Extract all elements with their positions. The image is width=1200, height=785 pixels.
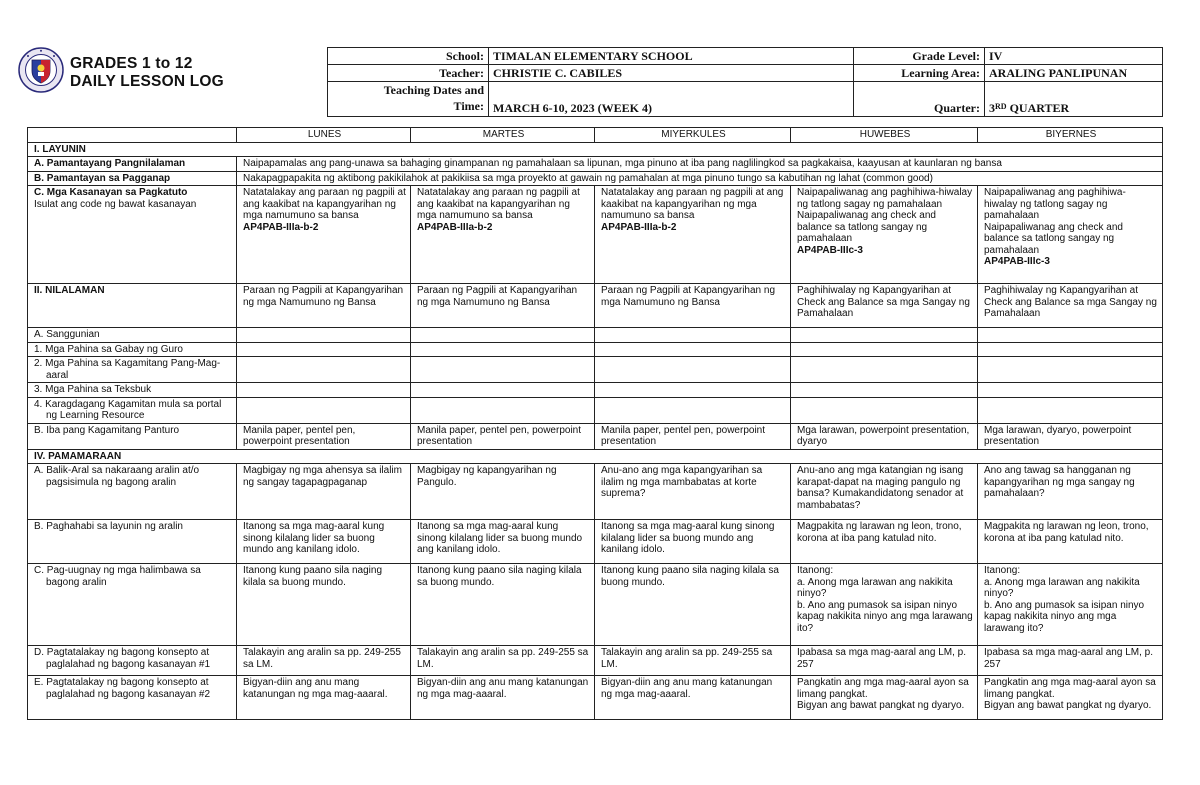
dyaryo-instruction: Bigyan ang bawat pangkat ng dyaryo. — [984, 700, 1152, 711]
empty-cell — [791, 397, 978, 423]
kasanayan-cell-martes — [411, 186, 595, 284]
empty-cell — [595, 357, 791, 383]
kasanayan-text: Natatalakay ang paraan ng pagpili at ang kaakibat na kapangyarihan ng mga namumuno sa bansa — [417, 187, 580, 221]
kasanayan-label: C. Mga Kasanayan sa Pagkatuto — [34, 187, 188, 198]
kagamitan-cell-biyernes: Mga larawan, dyaryo, powerpoint presentation — [978, 423, 1163, 449]
paghahabi-cell-martes: Itanong sa mga mag-aaral kung sinong kilalang lider sa buong mundo ang kanilang idolo. — [411, 520, 595, 564]
teaching-dates-label — [328, 82, 489, 117]
day-header-miyerkules: MIYERKULES — [595, 128, 791, 143]
pag-uugnay-cell-martes: Itanong kung paano sila naging kilala sa buong mundo. — [411, 564, 595, 646]
nilalaman-cell-lunes: Paraan ng Pagpili at Kapangyarihan ng mga Namumuno ng Bansa — [237, 284, 411, 328]
pagtatalakay-2-cell-biyernes — [978, 676, 1163, 720]
kasanayan-sublabel: Isulat ang code ng bawat kasanayan — [34, 198, 197, 210]
deped-seal-logo — [18, 47, 64, 93]
row-label-kasanayan-pagkatuto — [28, 186, 237, 284]
pagtatalakay-1-cell-martes: Talakayin ang aralin sa pp. 249-255 sa LM. — [411, 646, 595, 676]
row-iba-pang-kagamitan — [28, 423, 1163, 449]
label-text: D. Pagtatalakay ng bagong konsepto at paglalahad ng bagong kasanayan #1 — [34, 647, 211, 670]
title-line-1: GRADES 1 to 12 — [70, 55, 193, 72]
nilalaman-cell-huwebes: Paghihiwalay ng Kapangyarihan at Check ang Balance sa mga Sangay ng Pamahalaan — [791, 284, 978, 328]
empty-cell — [595, 397, 791, 423]
row-pagtatalakay-1 — [28, 646, 1163, 676]
paghahabi-cell-huwebes: Magpakita ng larawan ng leon, trono, korona at iba pang katulad nito. — [791, 520, 978, 564]
label-text: A. Balik-Aral sa nakaraang aralin at/o pagsisimula ng bagong aralin — [34, 465, 200, 488]
kasanayan-text: Naipapaliwanag ang paghihiwa-hiwalay ng tatlong sagay ng pamahalaan — [984, 187, 1126, 221]
teacher-value: CHRISTIE C. CABILES — [489, 65, 854, 82]
pagtatalakay-1-cell-lunes: Talakayin ang aralin sa pp. 249-255 sa LM. — [237, 646, 411, 676]
pag-uugnay-cell-lunes: Itanong kung paano sila naging kilala sa buong mundo. — [237, 564, 411, 646]
day-header-huwebes: HUWEBES — [791, 128, 978, 143]
empty-cell — [978, 397, 1163, 423]
row-sanggunian — [28, 328, 1163, 343]
pagtatalakay-1-cell-huwebes: Ipabasa sa mga mag-aaral ang LM, p. 257 — [791, 646, 978, 676]
itanong-question-a: a. Anong mga larawan ang nakikita ninyo? — [984, 576, 1140, 599]
row-teksbuk — [28, 383, 1163, 398]
pagtatalakay-2-cell-lunes: Bigyan-diin ang anu mang katanungan ng mga mag-aaaral. — [237, 676, 411, 720]
balik-aral-cell-miyerkules: Anu-ano ang mga kapangyarihan sa ilalim ng mga mambabatas at korte suprema? — [595, 464, 791, 520]
row-label-gabay-guro: 1. Mga Pahina sa Gabay ng Guro — [28, 342, 237, 357]
pagtatalakay-1-cell-biyernes: Ipabasa sa mga mag-aaral ang LM, p. 257 — [978, 646, 1163, 676]
empty-cell — [237, 342, 411, 357]
kasanayan-cell-huwebes — [791, 186, 978, 284]
empty-cell — [978, 342, 1163, 357]
pangkat-instruction: Pangkatin ang mga mag-aaral ayon sa limang pangkat. — [984, 677, 1156, 700]
row-label-karagdagang-kagamitan — [28, 397, 237, 423]
row-pamantayang-pangnilalaman — [28, 157, 1163, 172]
empty-cell — [411, 328, 595, 343]
row-pamantayan-pagganap — [28, 171, 1163, 186]
row-label-pamantayan-pagganap: B. Pamantayan sa Pagganap — [28, 171, 237, 186]
itanong-question-b: b. Ano ang pumasok sa isipan ninyo kapag nakikita ninyo ang mga larawang ito? — [797, 599, 973, 634]
pamantayang-pangnilalaman-text: Naipapamalas ang pang-unawa sa bahaging ginampanan ng pamahalaan sa lipunan, mga pinuno at iba pang naglilingkod sa pagkakaisa, kaayusan at kaunlaran ng bansa — [237, 157, 1163, 172]
section-pamamaraan: IV. PAMAMARAAN — [28, 449, 1163, 464]
section-layunin: I. LAYUNIN — [28, 142, 1163, 157]
kasanayan-text: Naipapaliwanag ang paghihiwa-hiwalay ng tatlong sagay ng pamahalaan — [797, 187, 973, 210]
row-label-iba-pang-kagamitan: B. Iba pang Kagamitang Panturo — [28, 423, 237, 449]
corner-cell — [28, 128, 237, 143]
school-label: School: — [328, 48, 489, 65]
row-balik-aral — [28, 464, 1163, 520]
itanong-heading: Itanong: — [984, 565, 1021, 576]
pagtatalakay-1-cell-miyerkules: Talakayin ang aralin sa pp. 249-255 sa LM. — [595, 646, 791, 676]
kasanayan-cell-miyerkules — [595, 186, 791, 284]
pag-uugnay-cell-huwebes — [791, 564, 978, 646]
kasanayan-code: AP4PAB-IIIa-b-2 — [243, 221, 319, 233]
paghahabi-cell-biyernes: Magpakita ng larawan ng leon, trono, korona at iba pang katulad nito. — [978, 520, 1163, 564]
row-label-paghahabi: B. Paghahabi sa layunin ng aralin — [28, 520, 237, 564]
kagamitan-cell-martes: Manila paper, pentel pen, powerpoint presentation — [411, 423, 595, 449]
pag-uugnay-cell-miyerkules: Itanong kung paano sila naging kilala sa buong mundo. — [595, 564, 791, 646]
empty-cell — [791, 342, 978, 357]
empty-cell — [978, 328, 1163, 343]
teacher-label: Teacher: — [328, 65, 489, 82]
kasanayan-text-2: Naipapaliwanag ang check and balance sa tatlong sangay ng pamahalaan — [797, 210, 936, 244]
empty-cell — [237, 383, 411, 398]
balik-aral-cell-huwebes: Anu-ano ang mga katangian ng isang karapat-dapat na maging pangulo ng bansa? Kumakandidatong senador at mambabatas? — [791, 464, 978, 520]
row-karagdagang-kagamitan — [28, 397, 1163, 423]
row-paghahabi — [28, 520, 1163, 564]
empty-cell — [411, 397, 595, 423]
row-label-balik-aral — [28, 464, 237, 520]
itanong-question-a: a. Anong mga larawan ang nakikita ninyo? — [797, 576, 953, 599]
teaching-dates-value: MARCH 6-10, 2023 (WEEK 4) — [489, 82, 854, 117]
kagamitan-cell-huwebes: Mga larawan, powerpoint presentation, dyaryo — [791, 423, 978, 449]
row-pag-uugnay — [28, 564, 1163, 646]
row-nilalaman — [28, 284, 1163, 328]
title-line-2: DAILY LESSON LOG — [70, 73, 224, 90]
quarter-ordinal-suffix: RD — [995, 102, 1007, 111]
label-text: 2. Mga Pahina sa Kagamitang Pang-Mag-aaral — [34, 358, 221, 381]
kasanayan-code: AP4PAB-IIIa-b-2 — [601, 221, 677, 233]
label-text: 4. Karagdagang Kagamitan mula sa portal ng Learning Resource — [34, 398, 222, 421]
row-gabay-guro — [28, 342, 1163, 357]
day-header-martes: MARTES — [411, 128, 595, 143]
quarter-label: Quarter: — [854, 82, 985, 117]
kasanayan-code: AP4PAB-IIIc-3 — [984, 256, 1050, 267]
itanong-question-b: b. Ano ang pumasok sa isipan ninyo kapag nakikita ninyo ang mga larawang ito? — [984, 599, 1145, 634]
pagtatalakay-2-cell-huwebes — [791, 676, 978, 720]
lesson-log-table — [27, 127, 1163, 720]
kasanayan-text: Natatalakay ang paraan ng pagpili at ang kaakibat na kapangyarihan ng mga namumuno sa bansa — [243, 187, 406, 221]
itanong-heading: Itanong: — [797, 565, 834, 576]
empty-cell — [978, 357, 1163, 383]
learning-area-value: ARALING PANLIPUNAN — [985, 65, 1163, 82]
pagtatalakay-2-cell-martes: Bigyan-diin ang anu mang katanungan ng mga mag-aaaral. — [411, 676, 595, 720]
document-title — [70, 55, 224, 91]
pag-uugnay-cell-biyernes — [978, 564, 1163, 646]
kasanayan-cell-lunes — [237, 186, 411, 284]
balik-aral-cell-biyernes: Ano ang tawag sa hangganan ng kapangyarihan ng mga sangay ng pamahalaan? — [978, 464, 1163, 520]
empty-cell — [411, 383, 595, 398]
empty-cell — [237, 328, 411, 343]
paghahabi-cell-lunes: Itanong sa mga mag-aaral kung sinong kilalang lider sa buong mundo ang kanilang idolo. — [237, 520, 411, 564]
row-label-pagtatalakay-1 — [28, 646, 237, 676]
row-label-teksbuk: 3. Mga Pahina sa Teksbuk — [28, 383, 237, 398]
empty-cell — [791, 383, 978, 398]
empty-cell — [791, 328, 978, 343]
day-header-biyernes: BIYERNES — [978, 128, 1163, 143]
row-label-sanggunian: A. Sanggunian — [28, 328, 237, 343]
pagtatalakay-2-cell-miyerkules: Bigyan-diin ang anu mang katanungan ng mga mag-aaaral. — [595, 676, 791, 720]
balik-aral-cell-martes: Magbigay ng kapangyarihan ng Pangulo. — [411, 464, 595, 520]
row-label-pag-uugnay — [28, 564, 237, 646]
section-nilalaman: II. NILALAMAN — [28, 284, 237, 328]
nilalaman-cell-martes: Paraan ng Pagpili at Kapangyarihan ng mga Namumuno ng Bansa — [411, 284, 595, 328]
header-info-table — [327, 47, 1163, 117]
empty-cell — [595, 328, 791, 343]
school-value: TIMALAN ELEMENTARY SCHOOL — [489, 48, 854, 65]
kagamitan-cell-miyerkules: Manila paper, pentel pen, powerpoint presentation — [595, 423, 791, 449]
row-label-pamantayang-pangnilalaman: A. Pamantayang Pangnilalaman — [28, 157, 237, 172]
label-text: C. Pag-uugnay ng mga halimbawa sa bagong aralin — [34, 565, 201, 588]
pangkat-instruction: Pangkatin ang mga mag-aaral ayon sa limang pangkat. — [797, 677, 969, 700]
row-label-kagamitang-mag-aaral — [28, 357, 237, 383]
dyaryo-instruction: Bigyan ang bawat pangkat ng dyaryo. — [797, 700, 965, 711]
label-text: E. Pagtatalakay ng bagong konsepto at paglalahad ng bagong kasanayan #2 — [34, 677, 211, 700]
kasanayan-text-2: Naipapaliwanag ang check and balance sa tatlong sangay ng pamahalaan — [984, 221, 1123, 256]
empty-cell — [978, 383, 1163, 398]
kasanayan-text: Natatalakay ang paraan ng pagpili at ang kaakibat na kapangyarihan ng mga namumuno sa bansa — [601, 187, 784, 221]
empty-cell — [791, 357, 978, 383]
kasanayan-code: AP4PAB-IIIc-3 — [797, 244, 863, 256]
kagamitan-cell-lunes: Manila paper, pentel pen, powerpoint presentation — [237, 423, 411, 449]
kasanayan-code: AP4PAB-IIIa-b-2 — [417, 221, 493, 233]
nilalaman-cell-biyernes: Paghihiwalay ng Kapangyarihan at Check ang Balance sa mga Sangay ng Pamahalaan — [978, 284, 1163, 328]
row-label-pagtatalakay-2 — [28, 676, 237, 720]
balik-aral-cell-lunes: Magbigay ng mga ahensya sa ilalim ng sangay tagapagpaganap — [237, 464, 411, 520]
day-header-lunes: LUNES — [237, 128, 411, 143]
teaching-dates-label-line1: Teaching Dates and — [383, 83, 484, 97]
row-kasanayan-pagkatuto — [28, 186, 1163, 284]
quarter-value — [985, 82, 1163, 117]
empty-cell — [411, 357, 595, 383]
empty-cell — [237, 397, 411, 423]
nilalaman-cell-miyerkules: Paraan ng Pagpili at Kapangyarihan ng mga Namumuno ng Bansa — [595, 284, 791, 328]
kasanayan-cell-biyernes — [978, 186, 1163, 284]
quarter-number: 3 — [989, 101, 995, 115]
grade-level-label: Grade Level: — [854, 48, 985, 65]
empty-cell — [595, 342, 791, 357]
teaching-dates-label-line2: Time: — [453, 99, 484, 113]
pamantayan-pagganap-text: Nakapagpapakita ng aktibong pakikilahok at pakikiisa sa mga proyekto at gawain ng pamahalan at mga pinuno tungo sa kabutihan ng lahat (common good) — [237, 171, 1163, 186]
learning-area-label: Learning Area: — [854, 65, 985, 82]
section-row-layunin — [28, 142, 1163, 157]
section-row-pamamaraan — [28, 449, 1163, 464]
day-header-row — [28, 128, 1163, 143]
empty-cell — [237, 357, 411, 383]
paghahabi-cell-miyerkules: Itanong sa mga mag-aaral kung sinong kilalang lider sa buong mundo ang kanilang idolo. — [595, 520, 791, 564]
grade-level-value: IV — [985, 48, 1163, 65]
quarter-word: QUARTER — [1006, 101, 1070, 115]
empty-cell — [595, 383, 791, 398]
empty-cell — [411, 342, 595, 357]
row-kagamitang-mag-aaral — [28, 357, 1163, 383]
row-pagtatalakay-2 — [28, 676, 1163, 720]
